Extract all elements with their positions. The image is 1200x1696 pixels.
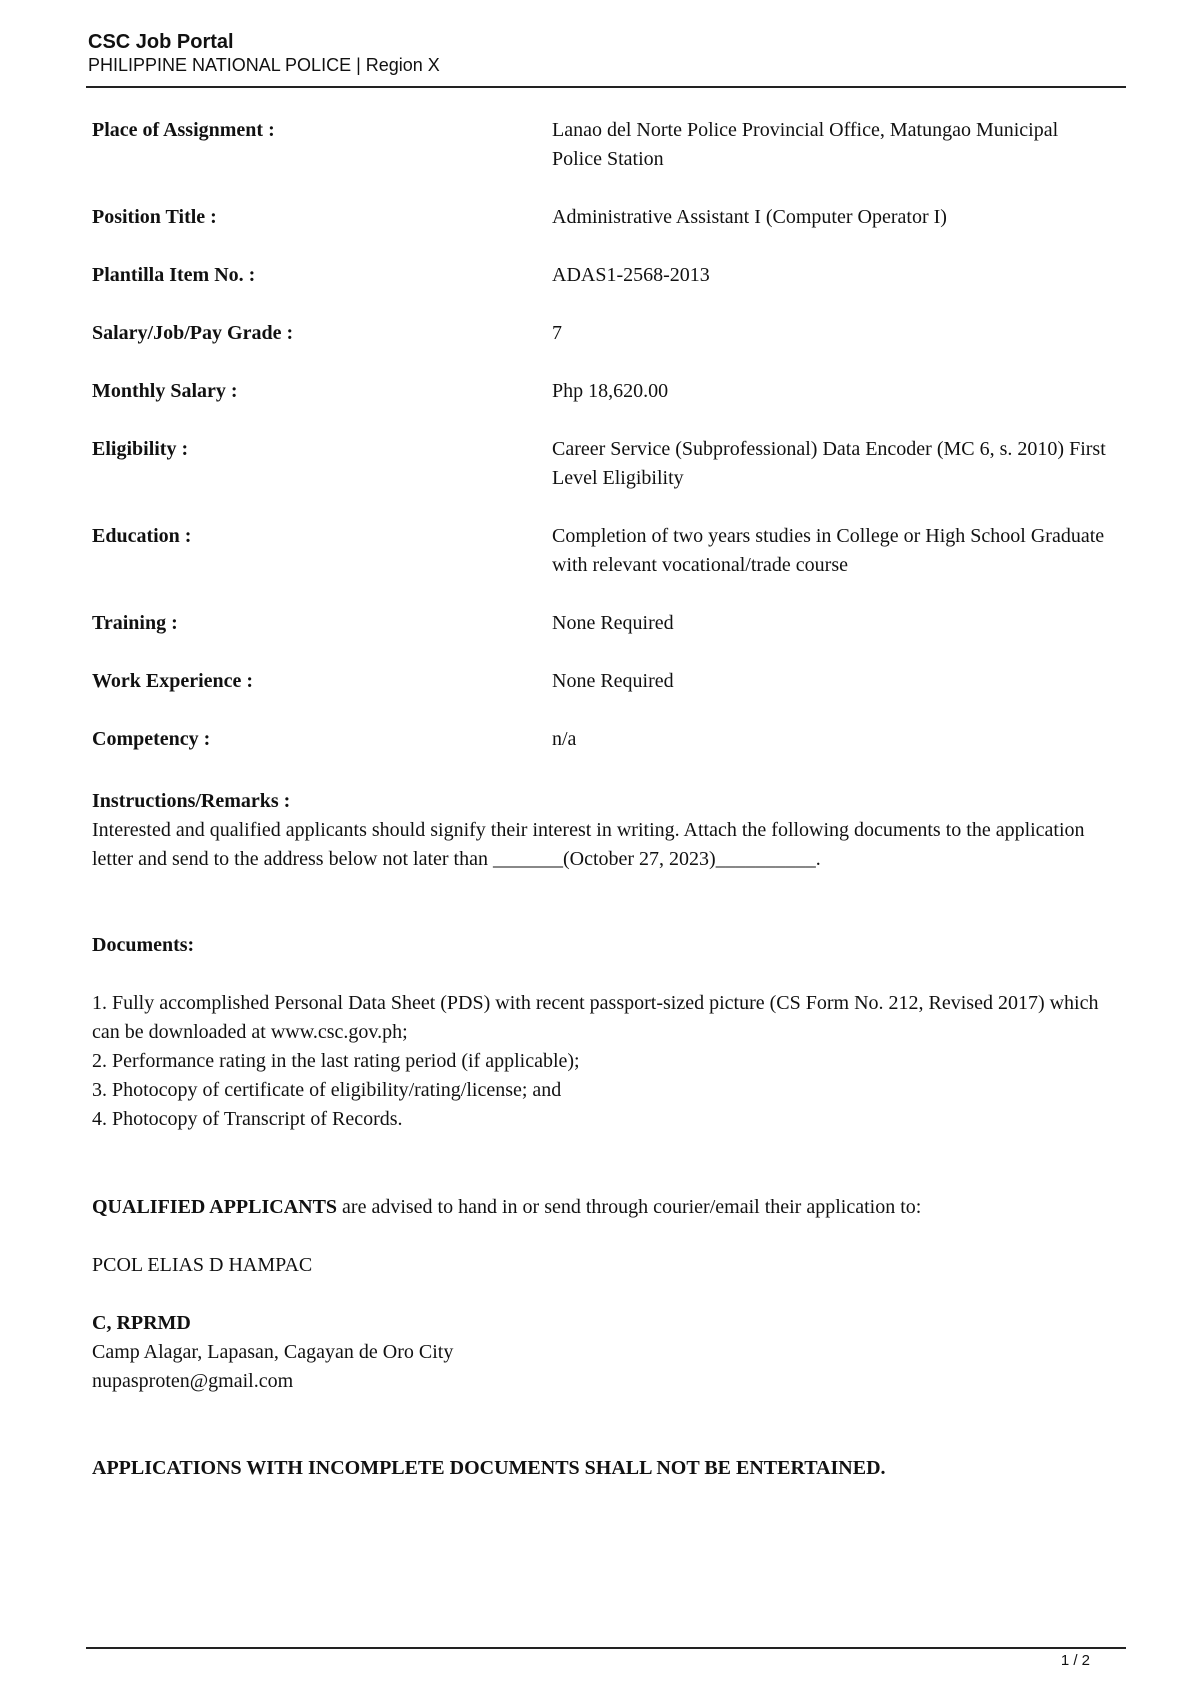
field-label: Work Experience :: [92, 670, 254, 692]
job-details: [92, 116, 1122, 783]
field-row-place-of-assignment: [92, 116, 1122, 174]
agency-line: PHILIPPINE NATIONAL POLICE | Region X: [88, 55, 440, 75]
list-item: 4. Photocopy of Transcript of Records.: [92, 1108, 403, 1130]
field-row-monthly-salary: [92, 377, 1122, 406]
field-label: Training :: [92, 612, 178, 634]
contact-office: C, RPRMD: [92, 1312, 191, 1334]
portal-title: CSC Job Portal: [88, 31, 234, 53]
list-item: 1. Fully accomplished Personal Data Sheet (PDS) with recent passport-sized picture (CS Form No. 212, Revised 2017) which can be downloaded at www.csc.gov.ph;: [92, 992, 1099, 1043]
page-header: [88, 30, 1124, 76]
field-value: Lanao del Norte Police Provincial Office, Matungao Municipal Police Station: [552, 119, 1059, 170]
field-row-plantilla-item: [92, 261, 1122, 290]
contact-email: nupasproten@gmail.com: [92, 1370, 294, 1392]
field-row-training: [92, 609, 1122, 638]
field-label: Education :: [92, 525, 192, 547]
field-row-education: [92, 522, 1122, 580]
field-value: n/a: [552, 728, 577, 750]
field-label: Eligibility :: [92, 438, 189, 460]
page-number: 1 / 2: [1060, 1652, 1090, 1669]
field-value: None Required: [552, 612, 674, 634]
contact-block: [92, 1309, 453, 1396]
qualified-applicants-note: [92, 1193, 1122, 1222]
instructions-heading: Instructions/Remarks :: [92, 790, 291, 812]
documents-heading: Documents:: [92, 934, 195, 956]
field-row-work-experience: [92, 667, 1122, 696]
field-value: Php 18,620.00: [552, 380, 669, 402]
field-label: Plantilla Item No. :: [92, 264, 256, 286]
documents-list: [92, 989, 1122, 1134]
header-divider: [86, 86, 1126, 88]
incomplete-documents-notice: APPLICATIONS WITH INCOMPLETE DOCUMENTS SHALL NOT BE ENTERTAINED.: [92, 1457, 886, 1479]
field-label: Competency :: [92, 728, 211, 750]
instructions-body: Interested and qualified applicants should signify their interest in writing. Attach the following documents to the application letter and send to the address below not later than _______(October 27, 2023)__________.: [92, 819, 1085, 870]
field-row-salary-grade: [92, 319, 1122, 348]
field-value: Career Service (Subprofessional) Data Encoder (MC 6, s. 2010) First Level Eligibility: [552, 438, 1106, 489]
field-label: Position Title :: [92, 206, 217, 228]
contact-name: PCOL ELIAS D HAMPAC: [92, 1254, 313, 1276]
footer-divider: [86, 1647, 1126, 1649]
field-value: Administrative Assistant I (Computer Operator I): [552, 206, 947, 228]
field-row-position-title: [92, 203, 1122, 232]
list-item: 2. Performance rating in the last rating period (if applicable);: [92, 1050, 580, 1072]
field-label: Place of Assignment :: [92, 119, 275, 141]
field-label: Monthly Salary :: [92, 380, 238, 402]
qualified-lead: QUALIFIED APPLICANTS: [92, 1196, 338, 1218]
list-item: 3. Photocopy of certificate of eligibility/rating/license; and: [92, 1079, 562, 1101]
contact-address: Camp Alagar, Lapasan, Cagayan de Oro City: [92, 1341, 454, 1363]
field-value: 7: [552, 322, 562, 344]
field-value: ADAS1-2568-2013: [552, 264, 710, 286]
field-label: Salary/Job/Pay Grade :: [92, 322, 294, 344]
field-value: None Required: [552, 670, 674, 692]
field-row-eligibility: [92, 435, 1122, 493]
instructions-section: [92, 787, 1122, 874]
field-value: Completion of two years studies in College or High School Graduate with relevant vocational/trade course: [552, 525, 1105, 576]
qualified-rest: are advised to hand in or send through courier/email their application to:: [337, 1196, 922, 1218]
field-row-competency: [92, 725, 1122, 754]
